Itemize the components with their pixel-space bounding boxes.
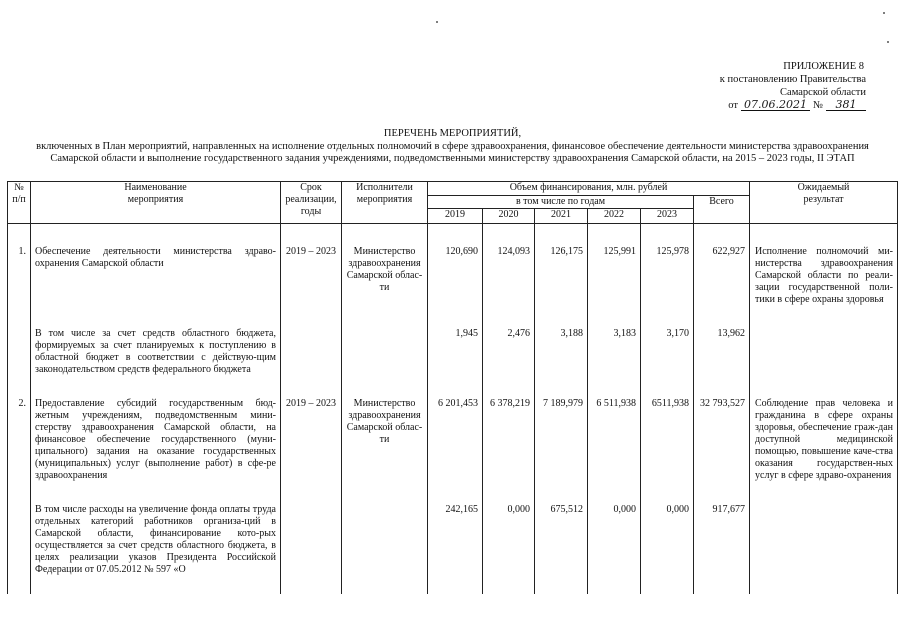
header-total: Всего: [694, 196, 750, 224]
header-by-year: в том числе по годам: [428, 196, 694, 209]
header-executor: Исполнители мероприятия: [342, 182, 428, 224]
appendix-block: [666, 60, 866, 112]
appendix-title: ПРИЛОЖЕНИЕ 8: [783, 61, 864, 72]
header-name: Наименование мероприятия: [31, 182, 281, 224]
header-no: № п/п: [8, 182, 31, 224]
row-name: Обеспечение деятельности министерства здраво-охранения Самарской области: [31, 246, 281, 328]
row-name: В том числе за счет средств областного бюджета, формируемых за счет планируемых к поступлению в областной бюджет в соответствии с действую-щим законодательством средств федерального бюджета: [31, 328, 281, 398]
row-name: Предоставление субсидий государственным бюд-жетным учреждениям, подведомственным мини-стерству здравоохранения Самарской области, на финансовое обеспечение государственного (муни-ципального) задания на оказание государственных (муниципальных) услуг (выполнение работ) в сфе-ре здравоохранения: [31, 398, 281, 504]
document-heading: [0, 128, 905, 166]
row-result: Соблюдение прав человека и гражданина в сфере охраны здоровья, обеспечение граж-дан доступной медицинской помощью, повышение каче-ства оказания государствен-ных услуг в сфере здраво-охранения: [750, 398, 898, 504]
handwritten-date: 07.06.2021: [741, 99, 810, 111]
row-term: 2019 – 2023: [281, 246, 342, 328]
row-term: 2019 – 2023: [281, 398, 342, 504]
heading-line-2: Самарской области и выполнение государственного задания учреждениями, подведомственными министерству здравоохранения Самарской области, на 2015 – 2023 годы, II ЭТАП: [50, 153, 855, 164]
header-result: Ожидаемый результат: [750, 182, 898, 224]
header-year-2021: 2021: [535, 209, 588, 224]
row-value-2020: 2,476: [483, 328, 535, 398]
row-value-2021: 7 189,979: [535, 398, 588, 504]
scan-speck: [883, 12, 885, 14]
header-year-2019: 2019: [428, 209, 483, 224]
row-value-2022: 0,000: [588, 504, 641, 594]
spacer-row: [8, 224, 898, 246]
row-value-2019: 1,945: [428, 328, 483, 398]
heading-title: ПЕРЕЧЕНЬ МЕРОПРИЯТИЙ,: [383, 128, 522, 139]
row-executor: [342, 504, 428, 594]
row-value-2019: 242,165: [428, 504, 483, 594]
measures-table: [7, 181, 898, 594]
number-prefix: №: [812, 100, 823, 111]
header-funding: Объем финансирования, млн. рублей: [428, 182, 750, 196]
row-value-2023: 3,170: [641, 328, 694, 398]
row-term: [281, 328, 342, 398]
row-value-2020: 124,093: [483, 246, 535, 328]
heading-line-1: включенных в План мероприятий, направленных на исполнение отдельных полномочий в сфере здравоохранения, финансовое обеспечение деятельности министерства здравоохранения: [36, 140, 869, 152]
row-name: В том числе расходы на увеличение фонда оплаты труда отдельных категорий работников организа-ций в Самарской области, финансирование кото-рых осуществляется за счет средств областного бюджета, в целях реализации указов Президента Российской Федерации от 07.05.2012 № 597 «О: [31, 504, 281, 594]
row-executor: [342, 328, 428, 398]
row-total: 13,962: [694, 328, 750, 398]
row-value-2022: 6 511,938: [588, 398, 641, 504]
table-row: [8, 246, 898, 328]
appendix-line-2: Самарской области: [780, 87, 866, 98]
row-value-2023: 6511,938: [641, 398, 694, 504]
row-value-2019: 6 201,453: [428, 398, 483, 504]
row-value-2020: 0,000: [483, 504, 535, 594]
table-row: [8, 504, 898, 594]
row-total: 917,677: [694, 504, 750, 594]
header-year-2022: 2022: [588, 209, 641, 224]
row-term: [281, 504, 342, 594]
row-number: [8, 328, 31, 398]
row-value-2022: 3,183: [588, 328, 641, 398]
row-result: [750, 328, 898, 398]
header-year-2023: 2023: [641, 209, 694, 224]
table-row: [8, 328, 898, 398]
row-total: 622,927: [694, 246, 750, 328]
row-value-2020: 6 378,219: [483, 398, 535, 504]
appendix-date-line: [666, 99, 866, 112]
table-row: [8, 398, 898, 504]
date-prefix: от: [728, 100, 738, 111]
header-term: Срок реализации, годы: [281, 182, 342, 224]
row-value-2021: 126,175: [535, 246, 588, 328]
row-value-2023: 125,978: [641, 246, 694, 328]
row-executor: Министерство здравоохранения Самарской облас-ти: [342, 246, 428, 328]
row-total: 32 793,527: [694, 398, 750, 504]
row-result: [750, 504, 898, 594]
row-value-2021: 675,512: [535, 504, 588, 594]
row-result: Исполнение полномочий ми-нистерства здравоохранения Самарской области по реали-зации государственной поли-тики в сфере охраны здоровья: [750, 246, 898, 328]
row-value-2019: 120,690: [428, 246, 483, 328]
row-value-2021: 3,188: [535, 328, 588, 398]
row-value-2023: 0,000: [641, 504, 694, 594]
header-year-2020: 2020: [483, 209, 535, 224]
row-number: [8, 504, 31, 594]
row-number: 2.: [8, 398, 31, 504]
handwritten-number: 381: [826, 99, 866, 111]
appendix-line-1: к постановлению Правительства: [719, 74, 866, 85]
scan-speck: [887, 41, 889, 43]
row-executor: Министерство здравоохранения Самарской облас-ти: [342, 398, 428, 504]
row-value-2022: 125,991: [588, 246, 641, 328]
row-number: 1.: [8, 246, 31, 328]
scan-speck: [436, 21, 438, 23]
